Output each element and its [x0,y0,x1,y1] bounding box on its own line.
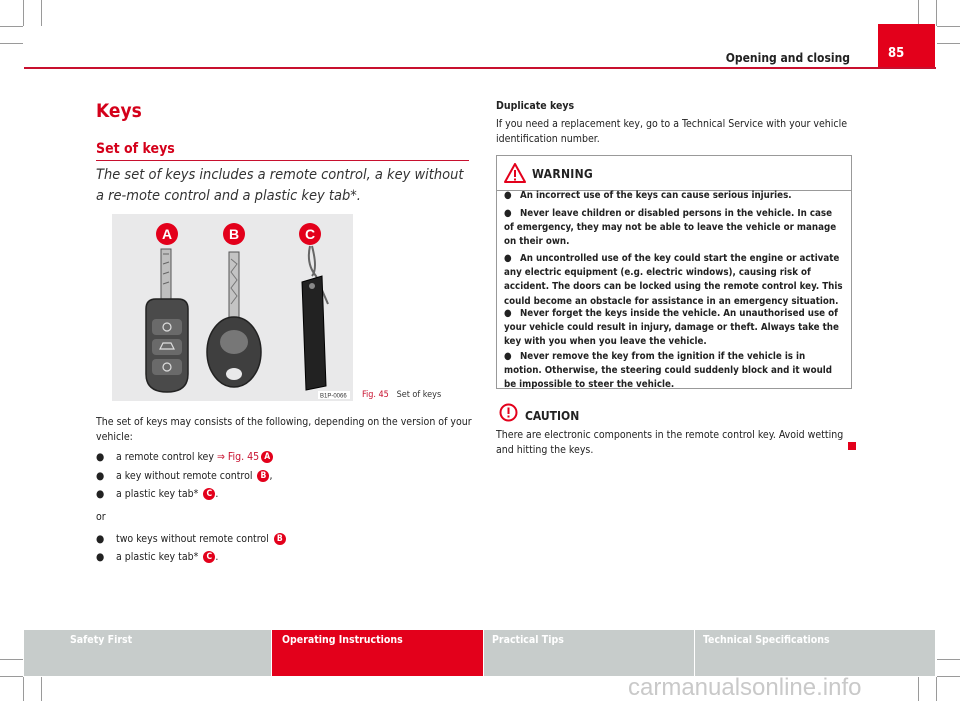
section-title: Opening and closing [725,51,850,65]
keys-figure [112,214,353,401]
section-subtitle: Set of keys [96,141,175,157]
tab-practical-tips[interactable]: Practical Tips [484,630,694,676]
crop-mark [936,677,937,701]
crop-mark [937,659,960,660]
header-rule [24,67,936,69]
crop-mark [918,677,919,701]
caution-icon [499,403,518,422]
page-title: Keys [96,100,142,122]
crop-mark [41,677,42,701]
warning-triangle-icon [504,163,526,183]
crop-mark [937,26,960,27]
list-item: ● a plastic key tab* C . [96,551,219,563]
figure-code: B1P-0066 [320,393,347,400]
remote-control-key-illustration [146,249,188,392]
crop-mark [918,0,919,26]
crop-mark [937,43,960,44]
or-text: or [96,511,106,523]
watermark: carmanualsonline.info [628,674,862,701]
figure-number: Fig. 45 [362,390,389,400]
tab-operating-instructions[interactable]: Operating Instructions [272,630,483,676]
item-badge: C [203,488,215,500]
warning-item: ● Never forget the keys inside the vehicle. An unauthorised use of your vehicle could result in injury, damage or theft. Always take the key with you when you leave the vehicle. [504,308,839,348]
figure-label-b: B [228,226,240,242]
lead-text: The set of keys includes a remote control, a key without a re-mote control and a plastic key tab*. [96,167,464,204]
figure-caption-text: Set of keys [396,390,442,400]
list-item: ● a key without remote control B , [96,470,273,482]
crop-mark [936,0,937,26]
crop-mark [0,659,23,660]
item-badge: B [274,533,286,545]
tab-technical-specifications[interactable]: Technical Specifications [695,630,935,676]
warning-item: ● An uncontrolled use of the key could start the engine or activate any electric equipment (e.g. electric windows), causing risk of accident. The doors can be locked using the remote control key. This could become an obstacle for assistance in an emergency situation. [504,253,843,307]
keys-illustration [112,214,353,401]
warning-title: WARNING [532,167,594,181]
page-number: 85 [878,24,935,67]
caution-title: CAUTION [525,409,580,423]
crop-mark [41,0,42,26]
duplicate-keys-text: If you need a replacement key, go to a Technical Service with your vehicle identification number. [496,118,848,145]
subtitle-rule [96,160,469,161]
figure-caption [362,390,441,400]
warning-header [497,156,851,191]
crop-mark [23,0,24,26]
warning-item: ● Never leave children or disabled persons in the vehicle. In case of emergency, they may not be able to leave the vehicle or manage on their own. [504,208,837,248]
duplicate-keys-title: Duplicate keys [496,100,575,112]
crop-mark [0,43,23,44]
list-item: ● two keys without remote control B [96,533,286,545]
warning-item: ● An incorrect use of the keys can cause serious injuries. [504,190,792,201]
tab-safety-first[interactable]: Safety First [24,630,271,676]
crop-mark [0,676,23,677]
list-item: ● a plastic key tab* C . [96,488,219,500]
item-badge: A [261,451,273,463]
section-end-marker [848,442,856,450]
item-badge: C [203,551,215,563]
caution-text: There are electronic components in the remote control key. Avoid wetting and hitting the keys. [496,429,844,456]
warning-box [496,155,852,389]
key-without-remote-illustration [207,252,261,387]
figure-label-a: A [161,226,173,242]
item-badge: B [257,470,269,482]
intro-paragraph: The set of keys may consists of the following, depending on the version of your vehicle: [96,416,472,443]
warning-item: ● Never remove the key from the ignition if the vehicle is in motion. Otherwise, the steering could suddenly block and it would be impossible to steer the vehicle. [504,351,833,391]
plastic-key-tab-illustration [302,246,328,390]
figure-label-c: C [304,226,316,242]
list-item: ● a remote control key ⇒ Fig. 45 A [96,451,273,463]
crop-mark [0,26,23,27]
crop-mark [23,677,24,701]
crop-mark [937,676,960,677]
figure-reference-link[interactable]: ⇒ Fig. 45 [216,451,260,463]
